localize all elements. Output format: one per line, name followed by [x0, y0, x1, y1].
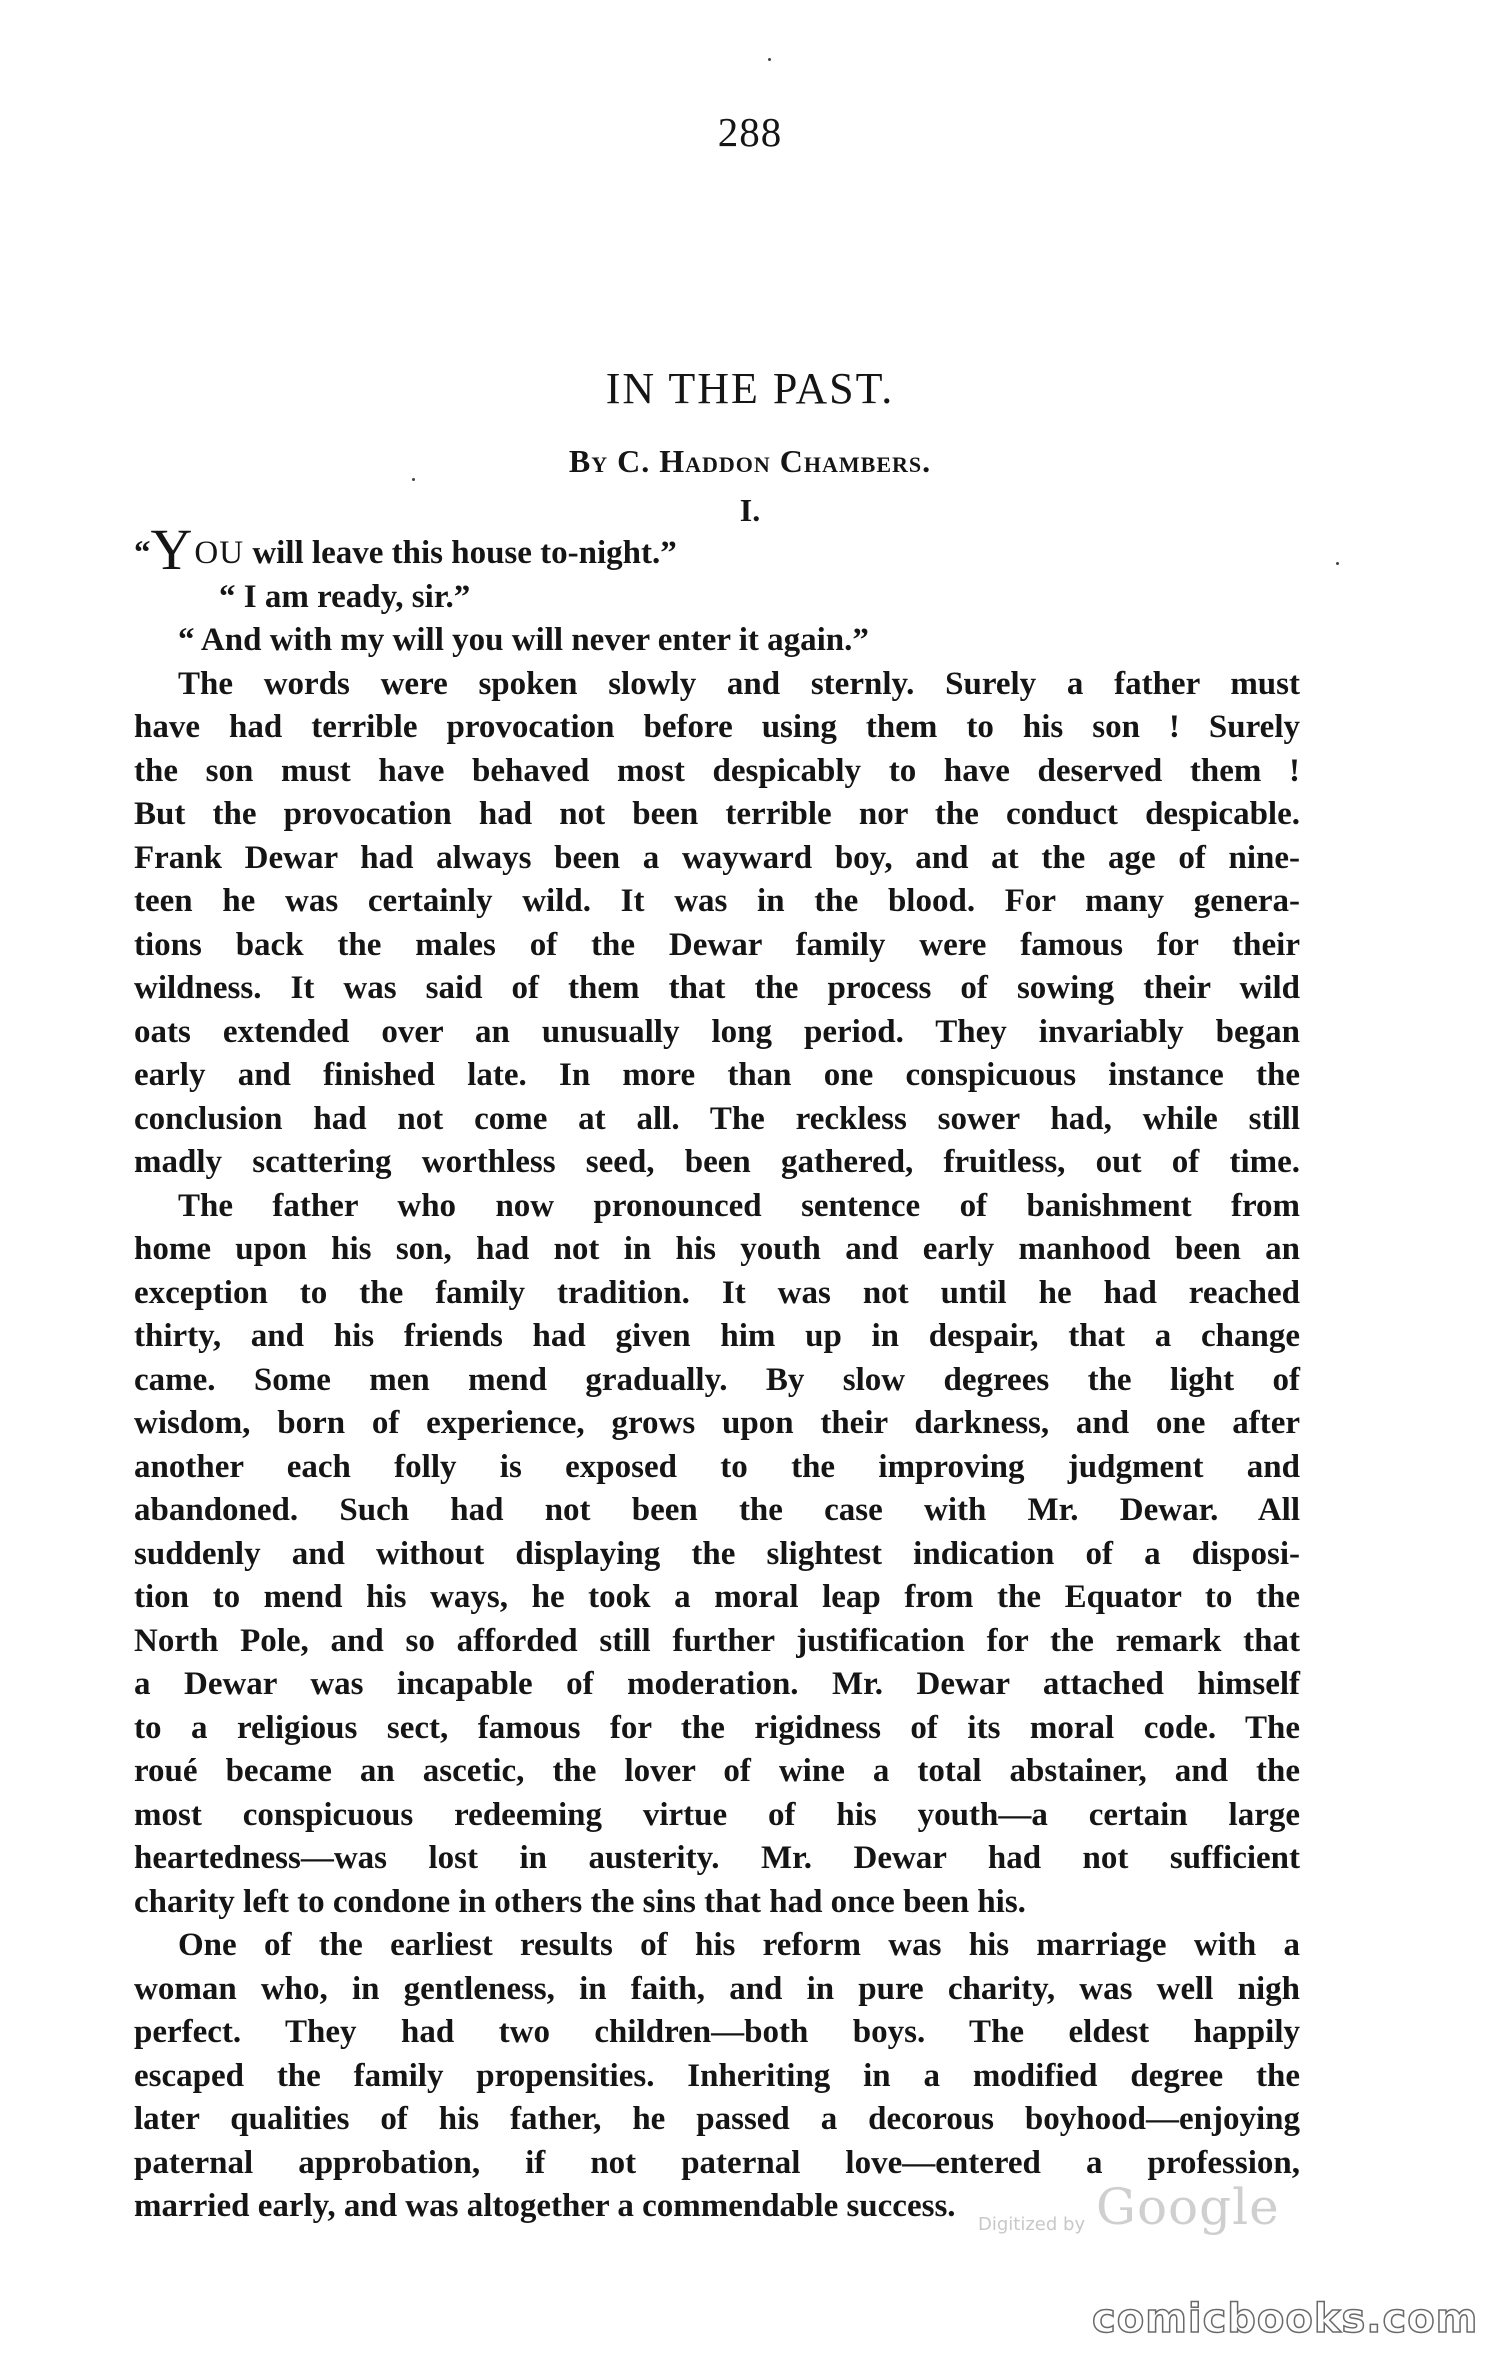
text-line: tion to mend his ways, he took a moral leap from the Equator to the: [134, 1579, 1300, 1615]
text-line: wildness. It was said of them that the process of sowing their wild: [134, 970, 1300, 1006]
author-byline: By C. Haddon Chambers.: [568, 443, 932, 479]
digitized-by-text: Digitized by: [978, 2214, 1086, 2235]
text-line: Frank Dewar had always been a wayward boy, and at the age of nine-: [134, 839, 1300, 876]
page-number: 288: [717, 109, 783, 155]
text-line: conclusion had not come at all. The reckless sower had, while still: [134, 1100, 1300, 1137]
text-line: to a religious sect, famous for the rigidness of its moral code. The: [134, 1709, 1300, 1746]
text-line: another each folly is exposed to the improving judgment and: [134, 1448, 1300, 1485]
text-line: teen he was certainly wild. It was in the blood. For many genera-: [134, 883, 1300, 919]
text-line: “ I am ready, sir.”: [219, 578, 471, 615]
scan-speck: [1336, 562, 1339, 565]
text-line: suddenly and without displaying the slightest indication of a disposi-: [134, 1535, 1300, 1572]
text-line: wisdom, born of experience, grows upon their darkness, and one after: [134, 1405, 1300, 1441]
text-line: But the provocation had not been terrible nor the conduct despicable.: [134, 796, 1300, 832]
opening-quote: “: [134, 535, 151, 571]
text-line: later qualities of his father, he passed a decorous boyhood—enjoying: [134, 2101, 1300, 2137]
text-line: The father who now pronounced sentence of banishment from: [178, 1187, 1300, 1224]
text-line: the son must have behaved most despicably to have deserved them !: [134, 752, 1300, 789]
text-line: escaped the family propensities. Inheriting in a modified degree the: [134, 2057, 1300, 2094]
opening-line: [134, 517, 1300, 582]
text-line: madly scattering worthless seed, been gathered, fruitless, out of time.: [134, 1144, 1300, 1180]
text-line: woman who, in gentleness, in faith, and in pure charity, was well nigh: [134, 1970, 1300, 2007]
text-line: oats extended over an unusually long period. They invariably began: [134, 1013, 1300, 1050]
text-line: abandoned. Such had not been the case with Mr. Dewar. All: [134, 1492, 1300, 1528]
text-line: The words were spoken slowly and sternly. Surely a father must: [178, 665, 1300, 702]
google-logo: Google: [1096, 2178, 1280, 2236]
scan-speck: [768, 58, 771, 61]
text-line: came. Some men mend gradually. By slow degrees the light of: [134, 1361, 1300, 1398]
text-line: married early, and was altogether a commendable success.: [134, 2188, 956, 2224]
story-title: IN THE PAST.: [605, 364, 895, 413]
text-line: “ And with my will you will never enter it again.”: [178, 622, 869, 658]
text-line: roué became an ascetic, the lover of wine a total abstainer, and the: [134, 1753, 1300, 1789]
text-line: have had terrible provocation before using them to his son ! Surely: [134, 709, 1300, 745]
text-line: perfect. They had two children—both boys. The eldest happily: [134, 2014, 1300, 2050]
text-line: paternal approbation, if not paternal love—entered a profession,: [134, 2144, 1300, 2181]
text-line: exception to the family tradition. It was not until he had reached: [134, 1274, 1300, 1311]
scan-speck: [412, 478, 415, 481]
body-text: [134, 517, 1300, 2229]
text-line: heartedness—was lost in austerity. Mr. Dewar had not sufficient: [134, 1840, 1300, 1876]
opening-rest: will leave this house to-night.”: [244, 535, 677, 571]
text-line: tions back the males of the Dewar family were famous for their: [134, 926, 1300, 963]
text-line: a Dewar was incapable of moderation. Mr. Dewar attached himself: [134, 1666, 1300, 1702]
opening-caps: OU: [194, 535, 245, 571]
digitized-watermark: [978, 2178, 1298, 2248]
drop-cap: Y: [150, 517, 193, 582]
text-line: home upon his son, had not in his youth and early manhood been an: [134, 1231, 1300, 1267]
text-line: One of the earliest results of his reform was his marriage with a: [178, 1927, 1300, 1963]
text-line: thirty, and his friends had given him up in despair, that a change: [134, 1318, 1300, 1354]
source-watermark: comicbooks.com: [1092, 2296, 1479, 2342]
text-line: charity left to condone in others the sins that had once been his.: [134, 1883, 1026, 1920]
text-line: most conspicuous redeeming virtue of his youth—a certain large: [134, 1796, 1300, 1833]
text-line: early and finished late. In more than one conspicuous instance the: [134, 1057, 1300, 1093]
section-number: I.: [739, 492, 761, 528]
text-line: North Pole, and so afforded still further justification for the remark that: [134, 1622, 1300, 1659]
